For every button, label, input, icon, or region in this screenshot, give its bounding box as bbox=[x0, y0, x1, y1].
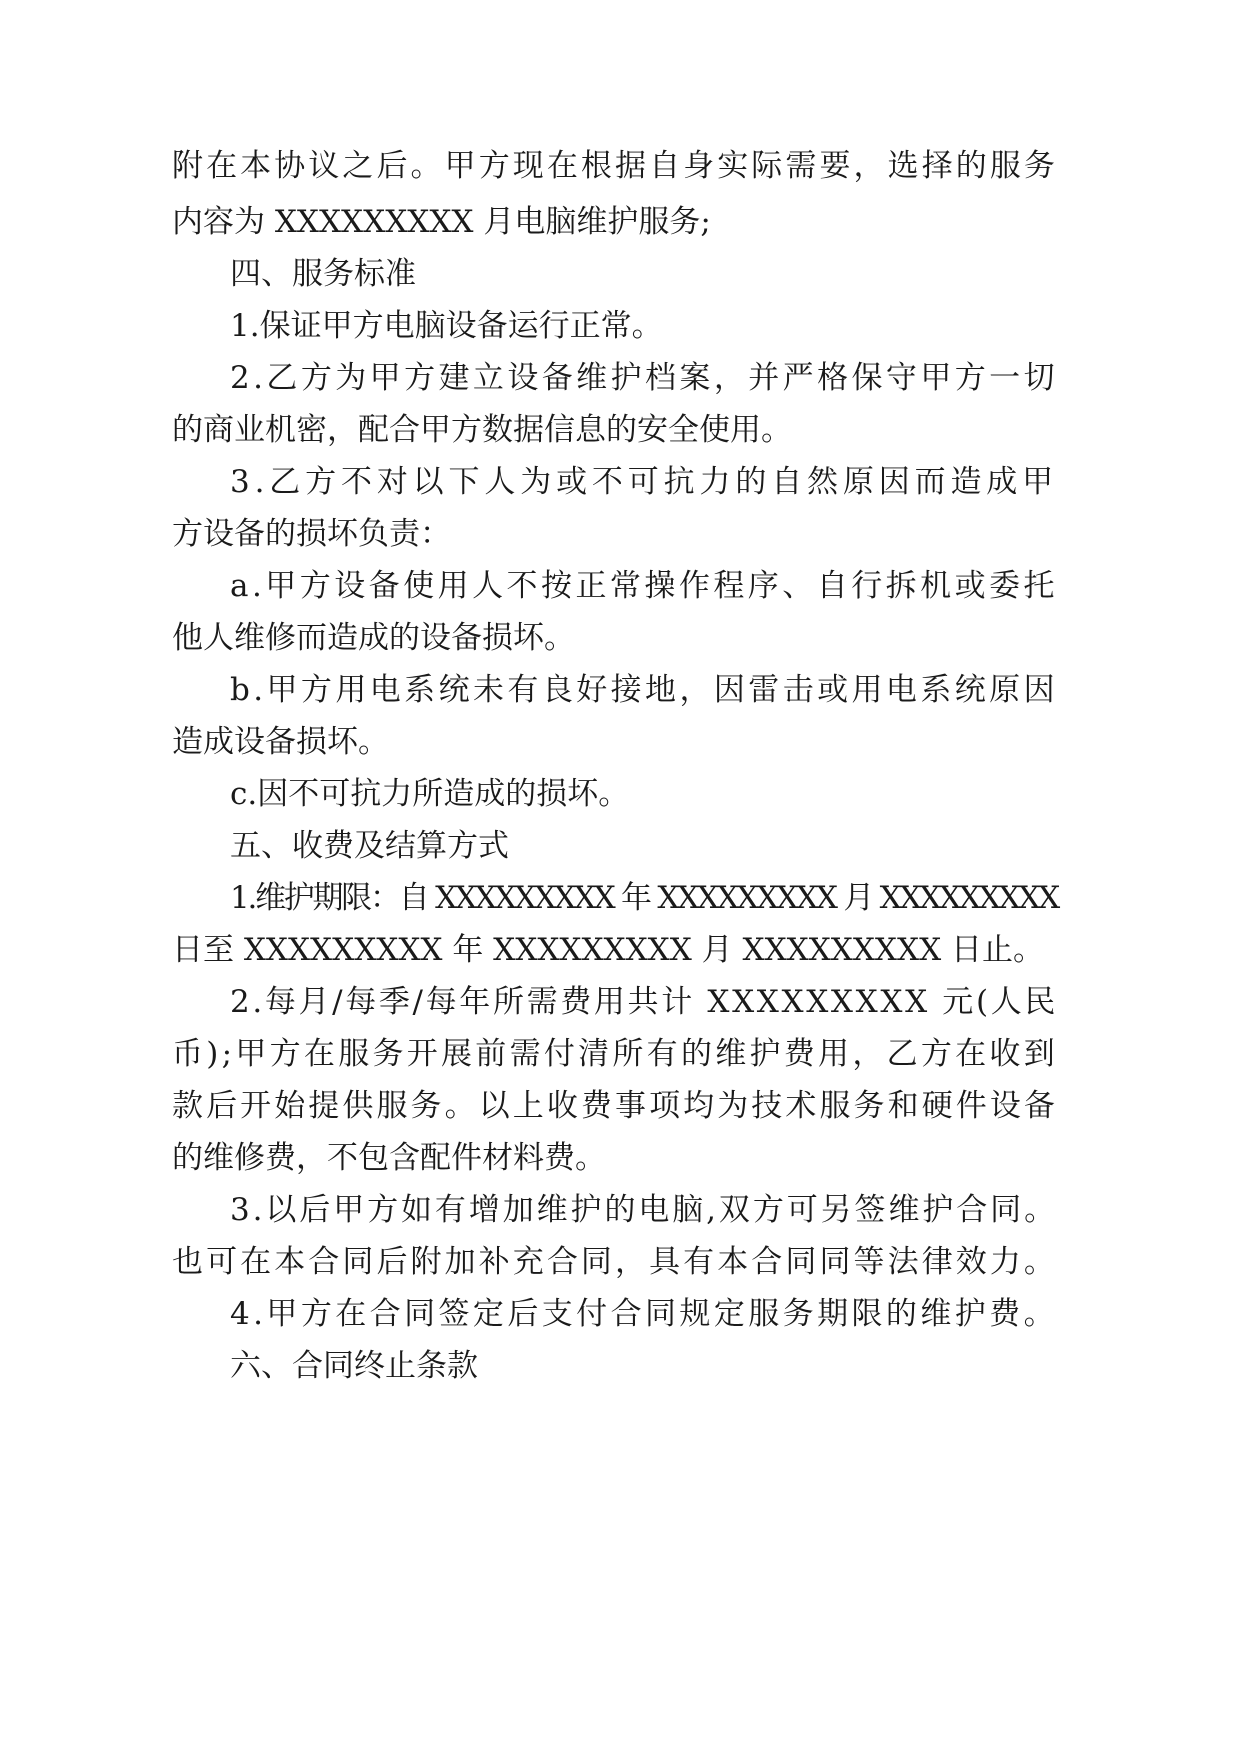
body-text-line: 2.每月/每季/每年所需费用共计 XXXXXXXXX 元(人民 bbox=[230, 984, 1058, 1020]
body-text-line: 他人维修而造成的设备损坏。 bbox=[172, 620, 575, 656]
body-text-line: 造成设备损坏。 bbox=[172, 724, 389, 760]
section-heading: 五、收费及结算方式 bbox=[230, 828, 509, 864]
body-text-line: 1.保证甲方电脑设备运行正常。 bbox=[230, 308, 663, 344]
body-text-line: 方设备的损坏负责： bbox=[172, 516, 451, 552]
body-text-line: 日至 XXXXXXXXX 年 XXXXXXXXX 月 XXXXXXXXX 日止。 bbox=[172, 932, 1044, 968]
body-text-line: 附在本协议之后。甲方现在根据自身实际需要，选择的服务 bbox=[172, 148, 1058, 184]
body-text-line: 的维修费，不包含配件材料费。 bbox=[172, 1140, 606, 1176]
body-text-line: c.因不可抗力所造成的损坏。 bbox=[230, 776, 630, 812]
section-heading: 四、服务标准 bbox=[230, 256, 416, 292]
body-text-line: 也可在本合同后附加补充合同，具有本合同同等法律效力。 bbox=[172, 1244, 1058, 1280]
body-text-line: 内容为 XXXXXXXXX 月电脑维护服务; bbox=[172, 204, 711, 240]
body-text-line: a.甲方设备使用人不按正常操作程序、自行拆机或委托 bbox=[230, 568, 1058, 604]
body-text-line: 款后开始提供服务。以上收费事项均为技术服务和硬件设备 bbox=[172, 1088, 1058, 1124]
body-text-line: 2.乙方为甲方建立设备维护档案，并严格保守甲方一切 bbox=[230, 360, 1058, 396]
section-heading: 六、合同终止条款 bbox=[230, 1348, 478, 1384]
body-text-line: 3.乙方不对以下人为或不可抗力的自然原因而造成甲 bbox=[230, 464, 1058, 500]
body-text-line: 3.以后甲方如有增加维护的电脑,双方可另签维护合同。 bbox=[230, 1192, 1058, 1228]
body-text-line: b.甲方用电系统未有良好接地，因雷击或用电系统原因 bbox=[230, 672, 1058, 708]
body-text-line: 的商业机密，配合甲方数据信息的安全使用。 bbox=[172, 412, 792, 448]
body-text-line: 4.甲方在合同签定后支付合同规定服务期限的维护费。 bbox=[230, 1296, 1058, 1332]
body-text-line: 币);甲方在服务开展前需付清所有的维护费用，乙方在收到 bbox=[172, 1036, 1058, 1072]
body-text-line: 1.维护期限：自 XXXXXXXXX 年 XXXXXXXXX 月 XXXXXXXXX bbox=[230, 880, 1058, 916]
